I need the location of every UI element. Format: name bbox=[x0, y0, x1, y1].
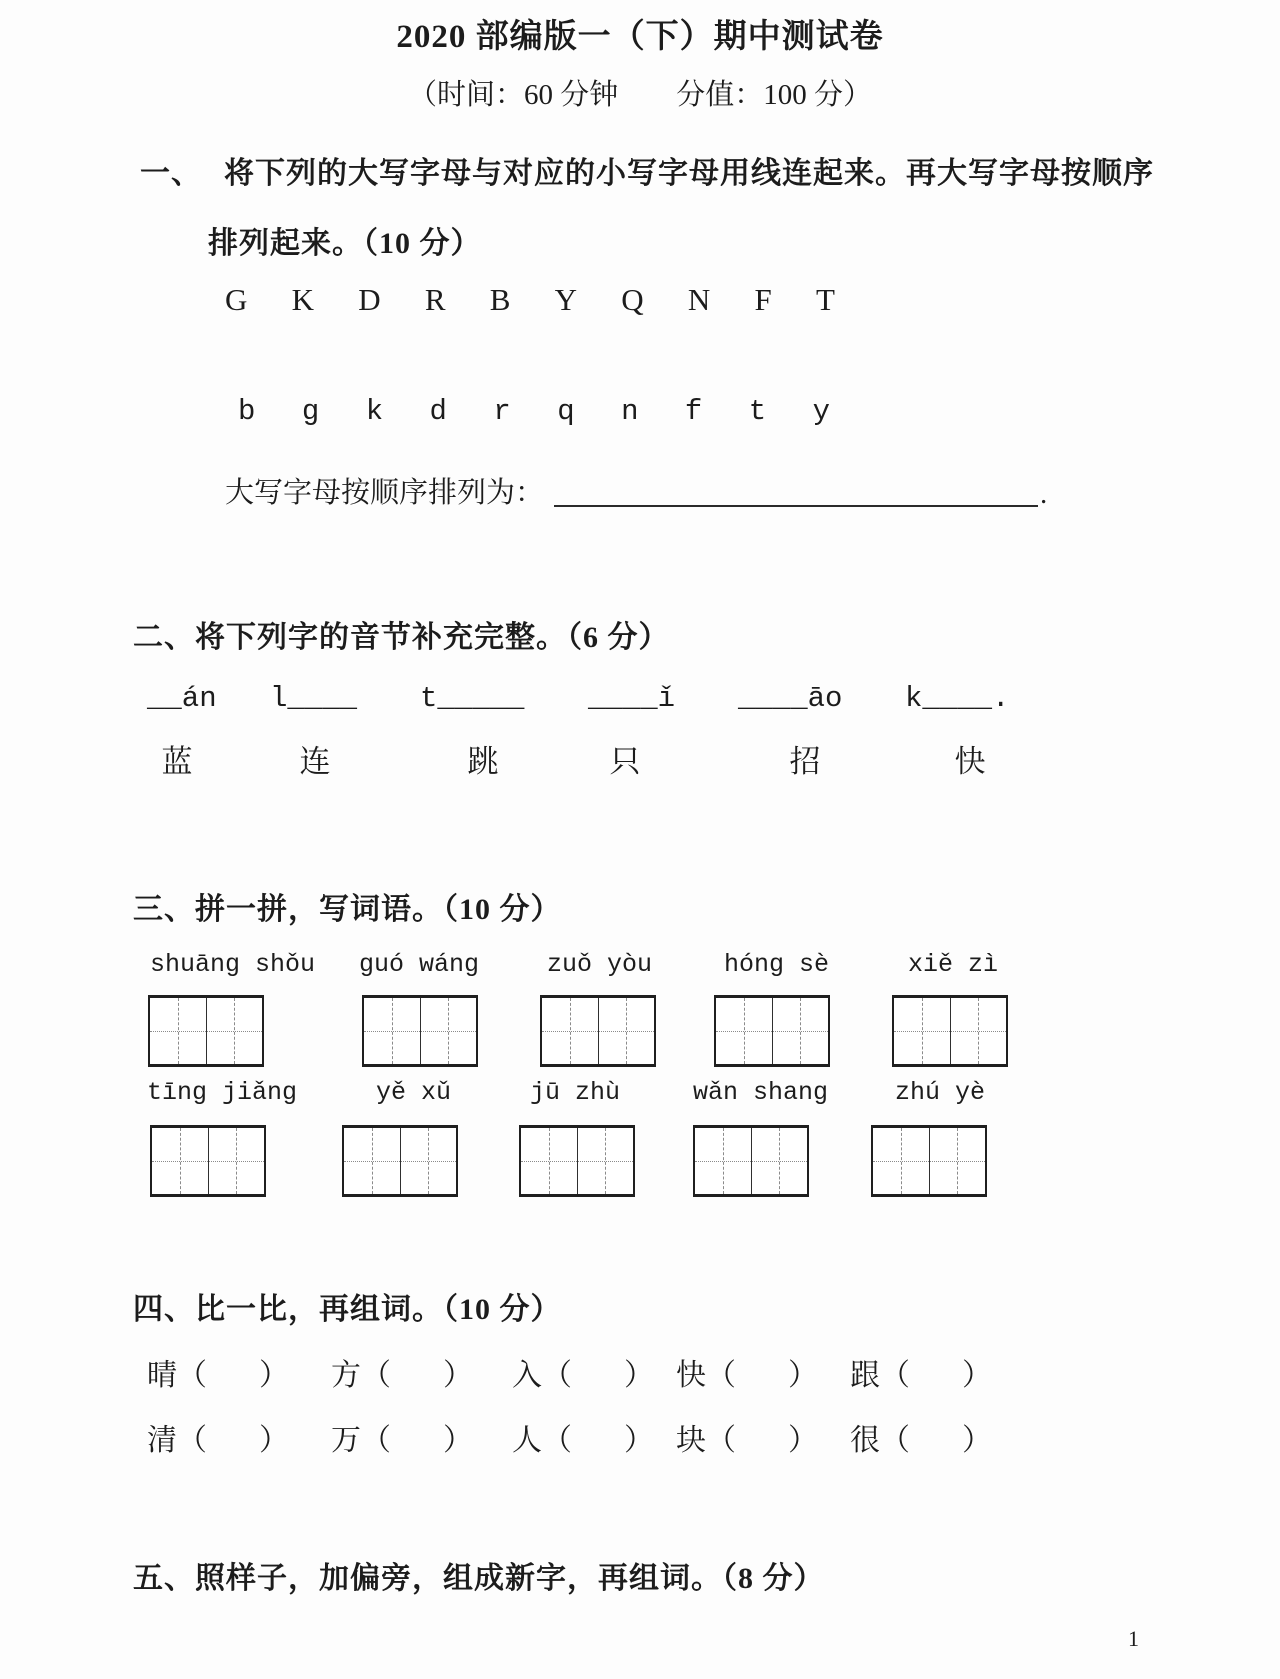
q4-character: 晴 bbox=[147, 1359, 177, 1392]
q2-syllable-blank: ____āo bbox=[738, 682, 843, 715]
close-paren: ） bbox=[259, 1424, 289, 1457]
q2-syllable-blank: t_____ bbox=[420, 682, 525, 715]
lowercase-letter: r bbox=[493, 395, 511, 428]
writing-grid bbox=[342, 1125, 458, 1197]
close-paren: ） bbox=[788, 1359, 818, 1392]
q1-answer-blank bbox=[554, 475, 1038, 507]
writing-grid bbox=[714, 995, 830, 1067]
q2-character: 跳 bbox=[467, 744, 499, 779]
q5-heading: 五、照样子，加偏旁，组成新字，再组词。（8 分） bbox=[133, 1562, 825, 1595]
uppercase-letter: D bbox=[358, 282, 381, 317]
open-paren: （ bbox=[542, 1424, 572, 1457]
q4-word-group bbox=[676, 1350, 818, 1394]
q3-pinyin-word: xiě zì bbox=[908, 950, 999, 979]
uppercase-letter: Y bbox=[554, 282, 578, 317]
q4-character: 快 bbox=[676, 1359, 706, 1392]
q4-word-group bbox=[676, 1415, 818, 1459]
page-title: 2020 部编版一（下）期中测试卷 bbox=[396, 19, 884, 55]
q2-character: 连 bbox=[299, 744, 331, 779]
close-paren: ） bbox=[443, 1359, 473, 1392]
writing-grid bbox=[540, 995, 656, 1067]
lowercase-letter: t bbox=[748, 395, 767, 428]
q4-character: 块 bbox=[676, 1424, 706, 1457]
lowercase-letter: k bbox=[365, 395, 384, 428]
q1-answer-period: . bbox=[1040, 478, 1048, 510]
writing-grid bbox=[693, 1125, 809, 1197]
q4-word-group bbox=[512, 1415, 654, 1459]
q1-heading-line2: 排列起来。（10 分） bbox=[208, 227, 482, 260]
close-paren: ） bbox=[624, 1359, 654, 1392]
q3-pinyin-word: zuǒ yòu bbox=[547, 950, 653, 979]
open-paren: （ bbox=[361, 1359, 391, 1392]
q4-character: 方 bbox=[331, 1359, 361, 1392]
q3-heading: 三、拼一拼，写词语。（10 分） bbox=[133, 893, 562, 926]
q4-character: 人 bbox=[512, 1424, 542, 1457]
lowercase-letter: n bbox=[621, 395, 639, 428]
open-paren: （ bbox=[706, 1424, 736, 1457]
q3-pinyin-word: shuāng shǒu bbox=[150, 950, 316, 979]
close-paren: ） bbox=[443, 1424, 473, 1457]
q2-syllable-blank: __án bbox=[147, 682, 217, 715]
lowercase-letter: b bbox=[238, 395, 256, 428]
q4-character: 万 bbox=[331, 1424, 361, 1457]
q1-answer-label: 大写字母按顺序排列为： bbox=[225, 477, 545, 509]
q3-pinyin-word: guó wáng bbox=[359, 950, 480, 979]
open-paren: （ bbox=[880, 1424, 910, 1457]
uppercase-letter: G bbox=[225, 282, 248, 317]
q3-pinyin-word: tīng jiǎng bbox=[147, 1078, 298, 1107]
lowercase-letter: d bbox=[429, 395, 447, 428]
uppercase-letter: R bbox=[424, 282, 446, 317]
open-paren: （ bbox=[177, 1424, 207, 1457]
lowercase-letter: q bbox=[557, 395, 575, 428]
page-number: 1 bbox=[1128, 1626, 1139, 1651]
writing-grid bbox=[519, 1125, 635, 1197]
q2-character: 招 bbox=[789, 744, 821, 779]
q2-character: 只 bbox=[609, 744, 641, 779]
q4-word-group bbox=[512, 1350, 654, 1394]
writing-grid bbox=[148, 995, 264, 1067]
uppercase-letter: Q bbox=[621, 282, 644, 317]
q2-syllable-blank: k____. bbox=[905, 682, 1010, 715]
lowercase-letter: g bbox=[301, 395, 320, 428]
close-paren: ） bbox=[259, 1359, 289, 1392]
close-paren: ） bbox=[962, 1359, 992, 1392]
uppercase-letter: B bbox=[489, 282, 511, 317]
q1-uppercase-row bbox=[225, 282, 835, 318]
open-paren: （ bbox=[177, 1359, 207, 1392]
page-subtitle: （时间：60 分钟 分值：100 分） bbox=[407, 79, 872, 111]
q1-heading-text: 将下列的大写字母与对应的小写字母用线连起来。再大写字母按顺序 bbox=[224, 157, 1154, 190]
q4-character: 跟 bbox=[850, 1359, 880, 1392]
uppercase-letter: F bbox=[754, 282, 772, 317]
writing-grid bbox=[150, 1125, 266, 1197]
q3-pinyin-word: hóng sè bbox=[724, 950, 830, 979]
writing-grid bbox=[871, 1125, 987, 1197]
q4-character: 入 bbox=[512, 1359, 542, 1392]
q4-character: 清 bbox=[147, 1424, 177, 1457]
lowercase-letter: f bbox=[684, 395, 703, 428]
q3-pinyin-word: zhú yè bbox=[895, 1078, 986, 1107]
q2-syllable-blank: l____ bbox=[270, 682, 358, 715]
uppercase-letter: K bbox=[291, 282, 314, 317]
close-paren: ） bbox=[962, 1424, 992, 1457]
q4-word-group bbox=[331, 1350, 473, 1394]
q4-character: 很 bbox=[850, 1424, 880, 1457]
q2-heading: 二、将下列字的音节补充完整。（6 分） bbox=[133, 621, 670, 654]
q1-number: 一、 bbox=[140, 157, 202, 190]
q4-heading: 四、比一比，再组词。（10 分） bbox=[133, 1293, 562, 1326]
open-paren: （ bbox=[880, 1359, 910, 1392]
q2-syllable-blank: ____ǐ bbox=[588, 682, 676, 715]
open-paren: （ bbox=[542, 1359, 572, 1392]
q3-pinyin-word: jū zhù bbox=[530, 1078, 621, 1107]
uppercase-letter: T bbox=[815, 282, 835, 317]
open-paren: （ bbox=[706, 1359, 736, 1392]
close-paren: ） bbox=[788, 1424, 818, 1457]
close-paren: ） bbox=[624, 1424, 654, 1457]
q1-lowercase-row bbox=[238, 395, 830, 428]
q2-character: 蓝 bbox=[161, 744, 193, 779]
q4-word-group bbox=[147, 1350, 289, 1394]
writing-grid bbox=[892, 995, 1008, 1067]
q3-pinyin-word: wǎn shang bbox=[693, 1078, 829, 1107]
q1-heading-line1 bbox=[140, 148, 1154, 192]
lowercase-letter: y bbox=[812, 395, 830, 428]
q3-pinyin-word: yě xǔ bbox=[376, 1078, 452, 1107]
q4-word-group bbox=[147, 1415, 289, 1459]
open-paren: （ bbox=[361, 1424, 391, 1457]
q4-word-group bbox=[850, 1350, 992, 1394]
uppercase-letter: N bbox=[687, 282, 711, 317]
writing-grid bbox=[362, 995, 478, 1067]
q2-character: 快 bbox=[954, 744, 986, 779]
q4-word-group bbox=[850, 1415, 992, 1459]
q1-answer-line bbox=[225, 470, 1047, 511]
q4-word-group bbox=[331, 1415, 473, 1459]
